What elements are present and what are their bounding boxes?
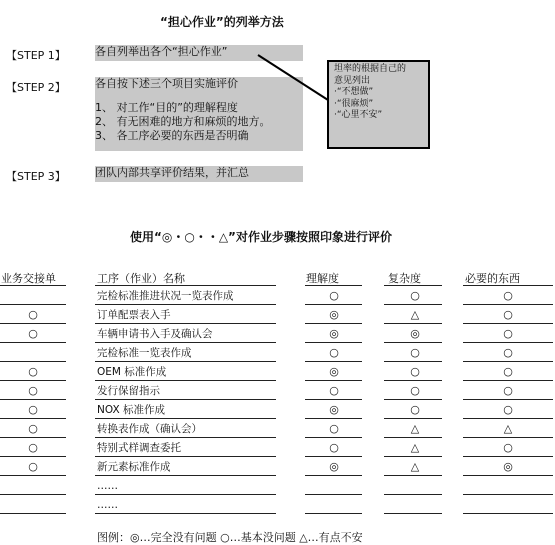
understanding-rating-cell: ○ [329,384,339,397]
note-line: 坦率的根据自己的 [334,64,407,74]
necessity-rating-cell: ○ [503,308,513,321]
table-rule [95,342,276,343]
column-header-understanding: 理解度 [306,272,339,285]
table-rule [0,494,66,495]
table-rule [384,437,442,438]
understanding-rating-cell: ◎ [329,327,339,340]
process-name-cell: NOX 标准作成 [97,404,165,416]
complexity-rating-cell: ◎ [410,327,420,340]
handover-rating-cell: ○ [28,422,38,435]
understanding-rating-cell: ○ [329,346,339,359]
table-rule [305,380,362,381]
table-rule [0,323,66,324]
table-rule [0,418,66,419]
table-rule [384,342,442,343]
table-rule [305,285,362,286]
complexity-rating-cell: ○ [410,403,420,416]
table-rule [95,418,276,419]
process-name-cell: 发行保留指示 [97,385,160,397]
process-name-cell: 车辆申请书入手及确认会 [97,328,213,340]
column-header-necessity: 必要的东西 [465,272,520,285]
process-name-cell: 订单配票表入手 [97,309,171,321]
table-rule [95,285,276,286]
step-3-text: 团队内部共享评价结果，并汇总 [95,166,303,182]
table-rule [0,399,66,400]
step-2-label: 【STEP 2】 [6,81,66,94]
table-rule [384,475,442,476]
section-title-listing: “担心作业”的列举方法 [160,15,284,29]
note-line: ·“心里不安” [334,110,383,120]
complexity-rating-cell: ○ [410,384,420,397]
process-name-cell: 完检标准推进状况一览表作成 [97,290,234,302]
table-rule [384,323,442,324]
table-rule [463,494,553,495]
process-name-cell: OEM 标准作成 [97,366,167,378]
table-rule [384,494,442,495]
table-rule [0,342,66,343]
table-rule [384,513,442,514]
handover-rating-cell: ○ [28,308,38,321]
complexity-rating-cell: ○ [410,365,420,378]
complexity-rating-cell: △ [410,422,420,435]
note-line: ·“不想做” [334,87,374,97]
process-name-cell: 特别式样调查委托 [97,442,181,454]
table-rule [463,285,553,286]
table-rule [305,399,362,400]
table-rule [463,418,553,419]
table-rule [95,323,276,324]
step-1-label: 【STEP 1】 [6,49,66,62]
table-rule [463,475,553,476]
necessity-rating-cell: ○ [503,403,513,416]
step-2-item: 1、 对工作“目的”的理解程度 [95,101,238,114]
table-rule [463,456,553,457]
process-name-cell: 新元素标准作成 [97,461,171,473]
table-rule [305,323,362,324]
complexity-rating-cell: △ [410,308,420,321]
note-line: 意见列出 [334,75,371,86]
table-rule [95,361,276,362]
handover-rating-cell: ○ [28,365,38,378]
table-rule [305,361,362,362]
table-rule [463,399,553,400]
necessity-rating-cell: △ [503,422,513,435]
table-rule [384,304,442,305]
process-name-cell: …… [97,480,118,492]
step-3-label: 【STEP 3】 [6,170,66,183]
understanding-rating-cell: ○ [329,422,339,435]
table-rule [463,513,553,514]
table-rule [463,380,553,381]
table-rule [384,456,442,457]
table-rule [463,342,553,343]
table-rule [95,494,276,495]
table-rule [463,437,553,438]
table-rule [384,361,442,362]
necessity-rating-cell: ◎ [503,460,513,473]
complexity-rating-cell: ○ [410,346,420,359]
table-rule [305,475,362,476]
table-rule [95,399,276,400]
process-name-cell: 完检标准一览表作成 [97,347,192,359]
necessity-rating-cell: ○ [503,289,513,302]
necessity-rating-cell: ○ [503,441,513,454]
table-rule [305,494,362,495]
table-rule [95,456,276,457]
note-line: ·“很麻烦” [334,98,374,109]
table-rule [95,437,276,438]
understanding-rating-cell: ○ [329,289,339,302]
table-rule [305,456,362,457]
table-rule [463,304,553,305]
handover-rating-cell: ○ [28,460,38,473]
understanding-rating-cell: ◎ [329,365,339,378]
necessity-rating-cell: ○ [503,384,513,397]
table-rule [0,475,66,476]
table-rule [0,304,66,305]
handover-rating-cell: ○ [28,441,38,454]
process-name-cell: …… [97,499,118,511]
table-rule [305,437,362,438]
handover-rating-cell: ○ [28,403,38,416]
step-2-text: 各自按下述三个项目实施评价 [95,77,238,90]
necessity-rating-cell: ○ [503,365,513,378]
legend: 图例：◎…完全没有问题 ○…基本没问题 △…有点不安 [97,531,363,544]
table-rule [95,475,276,476]
step-1-text: 各自列举出各个“担心作业” [95,45,303,61]
understanding-rating-cell: ◎ [329,460,339,473]
table-rule [305,418,362,419]
complexity-rating-cell: △ [410,441,420,454]
table-rule [95,304,276,305]
table-rule [463,361,553,362]
handover-rating-cell: ○ [28,384,38,397]
table-rule [384,418,442,419]
understanding-rating-cell: ◎ [329,403,339,416]
column-header-process-name: 工序（作业）名称 [97,272,185,285]
complexity-rating-cell: △ [410,460,420,473]
necessity-rating-cell: ○ [503,346,513,359]
column-header-handover: 业务交接单 [1,272,56,285]
step-2-item: 2、 有无困难的地方和麻烦的地方。 [95,115,271,128]
table-rule [0,437,66,438]
table-rule [305,342,362,343]
callout-note [327,60,430,149]
table-rule [384,380,442,381]
table-rule [95,380,276,381]
table-rule [0,456,66,457]
table-rule [0,285,66,286]
handover-rating-cell: ○ [28,327,38,340]
complexity-rating-cell: ○ [410,289,420,302]
table-rule [384,285,442,286]
process-name-cell: 转换表作成（确认会） [97,423,202,435]
table-rule [0,513,66,514]
section-title-evaluation: 使用“◎・○・・△”对作业步骤按照印象进行评价 [130,230,392,244]
table-rule [0,380,66,381]
column-header-complexity: 复杂度 [388,272,421,285]
table-rule [95,513,276,514]
table-rule [0,361,66,362]
table-rule [384,399,442,400]
understanding-rating-cell: ◎ [329,308,339,321]
table-rule [305,513,362,514]
necessity-rating-cell: ○ [503,327,513,340]
table-rule [463,323,553,324]
step-2-item: 3、 各工序必要的东西是否明确 [95,129,249,142]
table-rule [305,304,362,305]
understanding-rating-cell: ○ [329,441,339,454]
